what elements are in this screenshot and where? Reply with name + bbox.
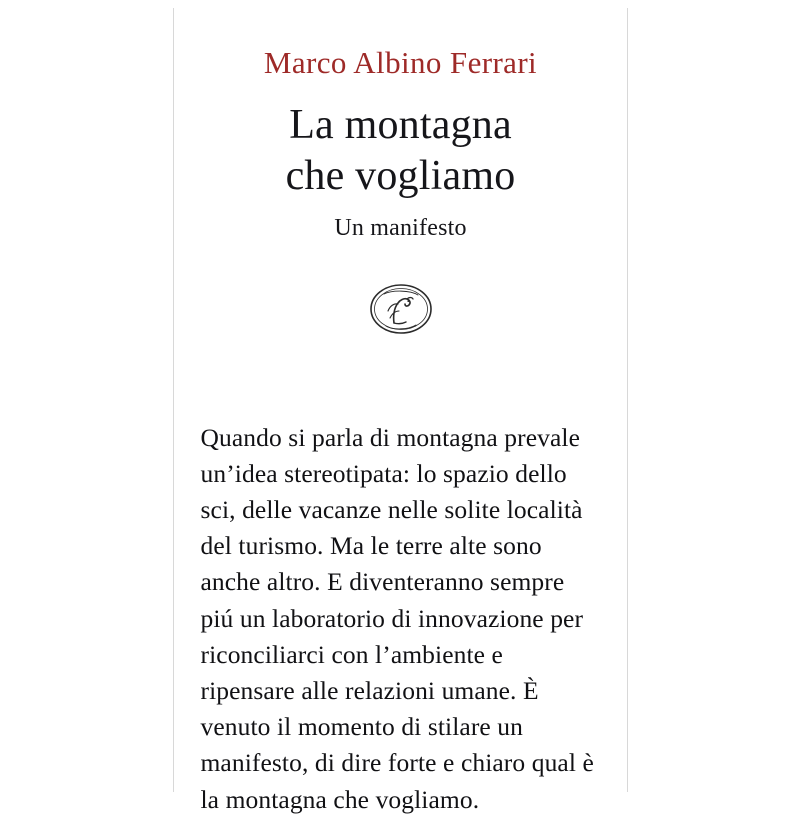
publisher-logo-icon — [364, 278, 438, 340]
book-title-line-1: La montagna — [289, 102, 512, 149]
back-cover-blurb — [201, 420, 601, 818]
book-title-line-2: che vogliamo — [285, 153, 516, 200]
blurb-text: Quando si parla di montagna prevale un’idea stereotipata: lo spazio dello sci, delle vacanze nelle solite località del turismo. Ma le terre alte sono anche altro. E diventeranno sempre piú un laboratorio di innovazione per riconciliarci con l’ambiente e ripensare alle relazioni umane. È venuto il momento di stilare un manifesto, di dire forte e chiaro qual è la montagna che vogliamo. — [200, 422, 594, 814]
book-subtitle: Un manifesto — [334, 214, 467, 241]
book-cover — [173, 8, 628, 814]
book-title — [286, 100, 516, 202]
author-name: Marco Albino Ferrari — [263, 45, 538, 80]
